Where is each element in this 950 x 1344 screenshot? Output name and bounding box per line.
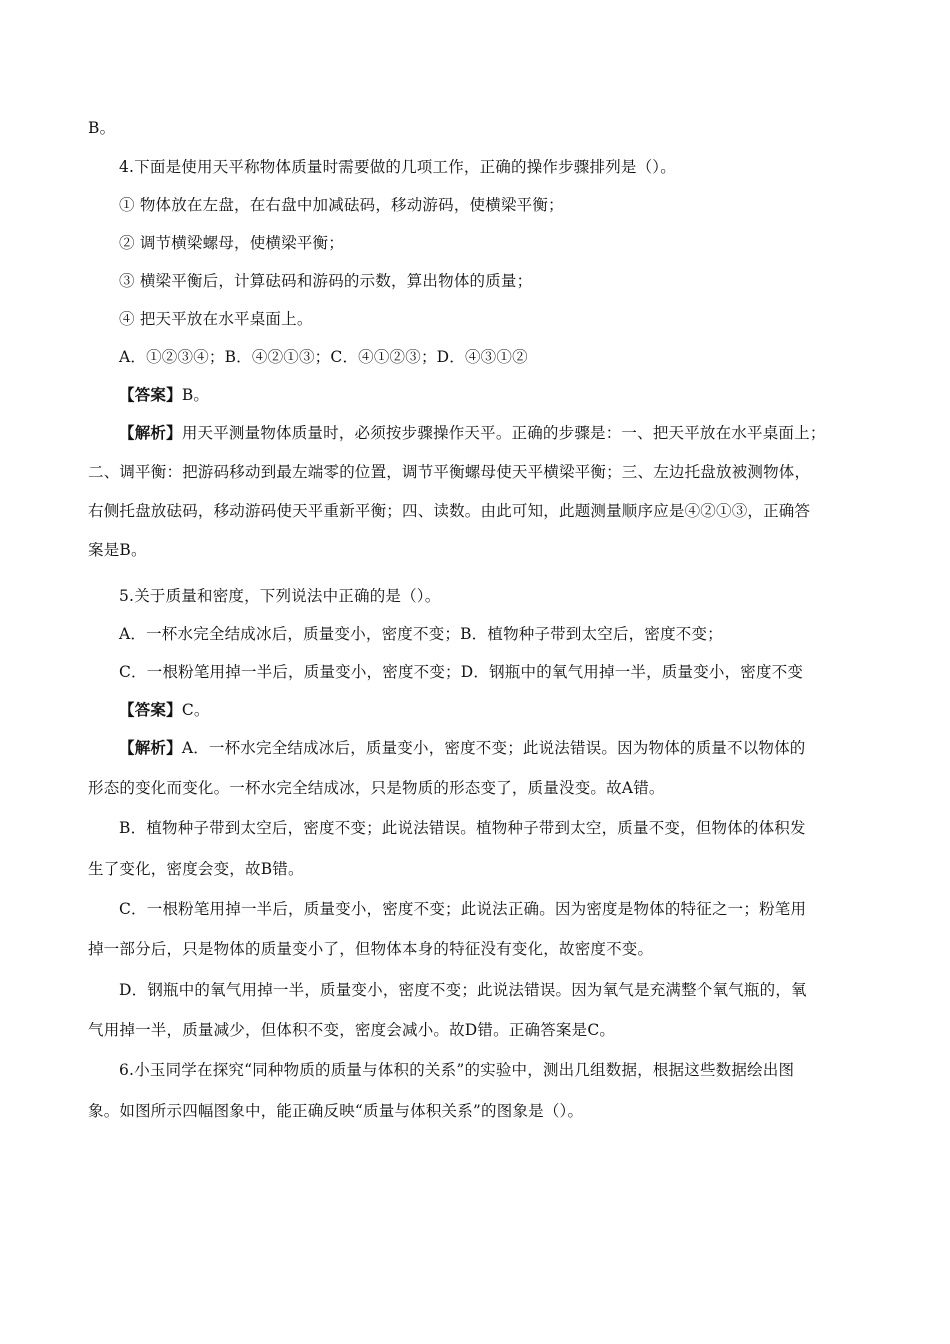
q4-analysis-line-2: 二、调平衡：把游码移动到最左端零的位置，调节平衡螺母使天平横梁平衡；三、左边托盘放被测物体， [88, 463, 811, 481]
q5-analysis-a-line-2: 形态的变化而变化。一杯水完全结成冰，只是物质的形态变了，质量没变。故A错。 [88, 779, 665, 797]
answer-tag: 【答案】 [119, 700, 182, 719]
q4-analysis-line-4: 案是B。 [88, 541, 147, 559]
q5-analysis-a-line-1 [119, 738, 868, 758]
q5-analysis-d-line-2: 气用掉一半，质量减少，但体积不变，密度会减小。故D错。正确答案是C。 [88, 1021, 616, 1039]
analysis-tag: 【解析】 [119, 738, 182, 757]
previous-answer-tail: B。 [88, 119, 116, 137]
q5-analysis-b-line-1: B．植物种子带到太空后，密度不变；此说法错误。植物种子带到太空，质量不变，但物体的体积发 [119, 819, 806, 837]
q6-stem-line-2: 象。如图所示四幅图象中，能正确反映“质量与体积关系”的图象是（）。 [88, 1102, 584, 1120]
q4-answer [119, 385, 868, 405]
q4-item-1: ① 物体放在左盘，在右盘中加减砝码，移动游码，使横梁平衡； [119, 196, 564, 214]
q4-stem: 4.下面是使用天平称物体质量时需要做的几项工作，正确的操作步骤排列是（）。 [119, 158, 676, 176]
q4-analysis-line-1 [119, 423, 868, 443]
q5-analysis-c-line-2: 掉一部分后，只是物体的质量变小了，但物体本身的特征没有变化，故密度不变。 [88, 940, 654, 958]
q5-stem: 5.关于质量和密度，下列说法中正确的是（）。 [119, 587, 441, 605]
analysis-text: 用天平测量物体质量时，必须按步骤操作天平。正确的步骤是：一、把天平放在水平桌面上； [181, 424, 826, 442]
q4-options: A．①②③④；B．④②①③；C．④①②③；D．④③①② [119, 348, 528, 366]
q4-item-2: ② 调节横梁螺母，使横梁平衡； [119, 234, 344, 252]
q4-analysis-line-3: 右侧托盘放砝码，移动游码使天平重新平衡；四、读数。由此可知，此题测量顺序应是④②①③，正确答 [88, 502, 811, 520]
answer-tag: 【答案】 [119, 385, 182, 404]
q4-item-3: ③ 横梁平衡后，计算砝码和游码的示数，算出物体的质量； [119, 272, 533, 290]
analysis-tag: 【解析】 [119, 423, 182, 442]
q6-stem-line-1: 6.小玉同学在探究“同种物质的质量与体积的关系”的实验中，测出几组数据，根据这些数据绘出图 [119, 1061, 795, 1079]
analysis-text: A．一杯水完全结成冰后，质量变小，密度不变；此说法错误。因为物体的质量不以物体的 [181, 739, 806, 757]
q4-item-4: ④ 把天平放在水平桌面上。 [119, 310, 313, 328]
q5-analysis-d-line-1: D．钢瓶中的氧气用掉一半，质量变小，密度不变；此说法错误。因为氧气是充满整个氧气瓶的，氧 [119, 981, 807, 999]
q5-options-line-2: C．一根粉笔用掉一半后，质量变小，密度不变；D．钢瓶中的氧气用掉一半，质量变小，密度不变 [119, 663, 804, 681]
q5-analysis-b-line-2: 生了变化，密度会变，故B错。 [88, 860, 304, 878]
q5-analysis-c-line-1: C．一根粉笔用掉一半后，质量变小，密度不变；此说法正确。因为密度是物体的特征之一；粉笔用 [119, 900, 807, 918]
answer-value: C。 [181, 701, 210, 719]
q5-options-line-1: A．一杯水完全结成冰后，质量变小，密度不变；B．植物种子带到太空后，密度不变； [119, 625, 723, 643]
q5-answer [119, 700, 868, 720]
answer-value: B。 [181, 386, 210, 404]
